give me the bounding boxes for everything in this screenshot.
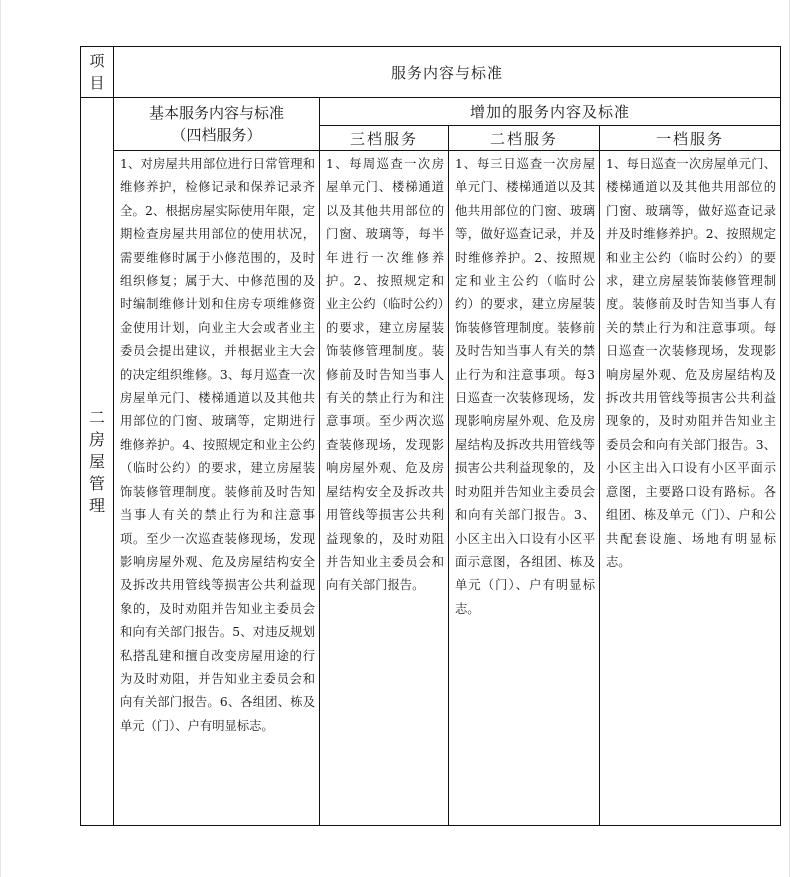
header-basic-cell bbox=[114, 98, 320, 151]
tier3-content: 1、每周巡查一次房屋单元门、楼梯通道以及其他共用部位的门窗、玻璃等，每半年进行一次维修养护。2、按照规定和业主公约（临时公约）的要求，建立房屋装饰装修管理制度。装修前及时告知当事人有关的禁止行为和注意事项。至少两次巡查装修现场，发现影响房屋外观、危及房屋结构安全及拆改共用管线等损害公共利益现象的，及时劝阻并告知业主委员会和向有关部门报告。 bbox=[320, 151, 449, 826]
header-tier1: 一档服务 bbox=[600, 126, 781, 151]
category-cell bbox=[81, 98, 114, 826]
category-label: 二房屋管理 bbox=[89, 407, 106, 515]
header-service: 服务内容与标准 bbox=[114, 47, 781, 98]
content-row bbox=[81, 151, 781, 826]
header-row-1 bbox=[81, 47, 781, 98]
basic-content: 1、对房屋共用部位进行日常管理和维修养护，检修记录和保养记录齐全。2、根据房屋实际使用年限，定期检查房屋共用部位的使用状况，需要维修时属于小修范围的，及时组织修复；属于大、中修范围的及时编制维修计划和住房专项维修资金使用计划，向业主大会或者业主委员会提出建议，并根据业主大会的决定组织维修。3、每月巡查一次房屋单元门、楼梯通道以及其他共用部位的门窗、玻璃等，定期进行维修养护。4、按照规定和业主公约（临时公约）的要求，建立房屋装饰装修管理制度。装修前及时告知当事人有关的禁止行为和注意事项。至少一次巡查装修现场，发现影响房屋外观、危及房屋结构安全及拆改共用管线等损害公共利益现象的，及时劝阻并告知业主委员会和向有关部门报告。5、对违反规划私搭乱建和擅自改变房屋用途的行为及时劝阻，并告知业主委员会和向有关部门报告。6、各组团、栋及单元（门）、户有明显标志。 bbox=[114, 151, 320, 826]
tier1-content: 1、每日巡查一次房屋单元门、楼梯通道以及其他共用部位的门窗、玻璃等，做好巡查记录并及时维修养护。2、按照规定和业主公约（临时公约）的要求，建立房屋装饰装修管理制度。装修前及时告知当事人有关的禁止行为和注意事项。每日巡查一次装修现场，发现影响房屋外观、危及房屋结构及拆改共用管线等损害公共利益现象的，及时劝阻并告知业主委员会和向有关部门报告。3、小区主出入口设有小区平面示意图，主要路口设有路标。各组团、栋及单元（门）、户和公共配套设施、场地有明显标志。 bbox=[600, 151, 781, 826]
header-added: 增加的服务内容及标准 bbox=[320, 98, 781, 126]
header-project-cell bbox=[81, 47, 114, 98]
header-basic-sub: （四档服务） bbox=[171, 126, 262, 144]
tier2-content: 1、每三日巡查一次房屋单元门、楼梯通道以及其他共用部位的门窗、玻璃等，做好巡查记录，并及时维修养护。2、按照规定和业主公约（临时公约）的要求，建立房屋装饰装修管理制度。装修前及时告知当事人有关的禁止行为和注意事项。每3日巡查一次装修现场，发现影响房屋外观、危及房屋结构及拆改共用管线等损害公共利益现象的，及时劝阻并告知业主委员会和向有关部门报告。3、小区主出入口设有小区平面示意图，各组团、栋及单元（门）、户有明显标志。 bbox=[449, 151, 600, 826]
header-tier3: 三档服务 bbox=[320, 126, 449, 151]
header-tier2: 二档服务 bbox=[449, 126, 600, 151]
header-row-2 bbox=[81, 98, 781, 126]
service-standards-table bbox=[80, 46, 781, 826]
header-project: 项目 bbox=[89, 52, 105, 92]
header-basic: 基本服务内容与标准 bbox=[148, 104, 284, 122]
